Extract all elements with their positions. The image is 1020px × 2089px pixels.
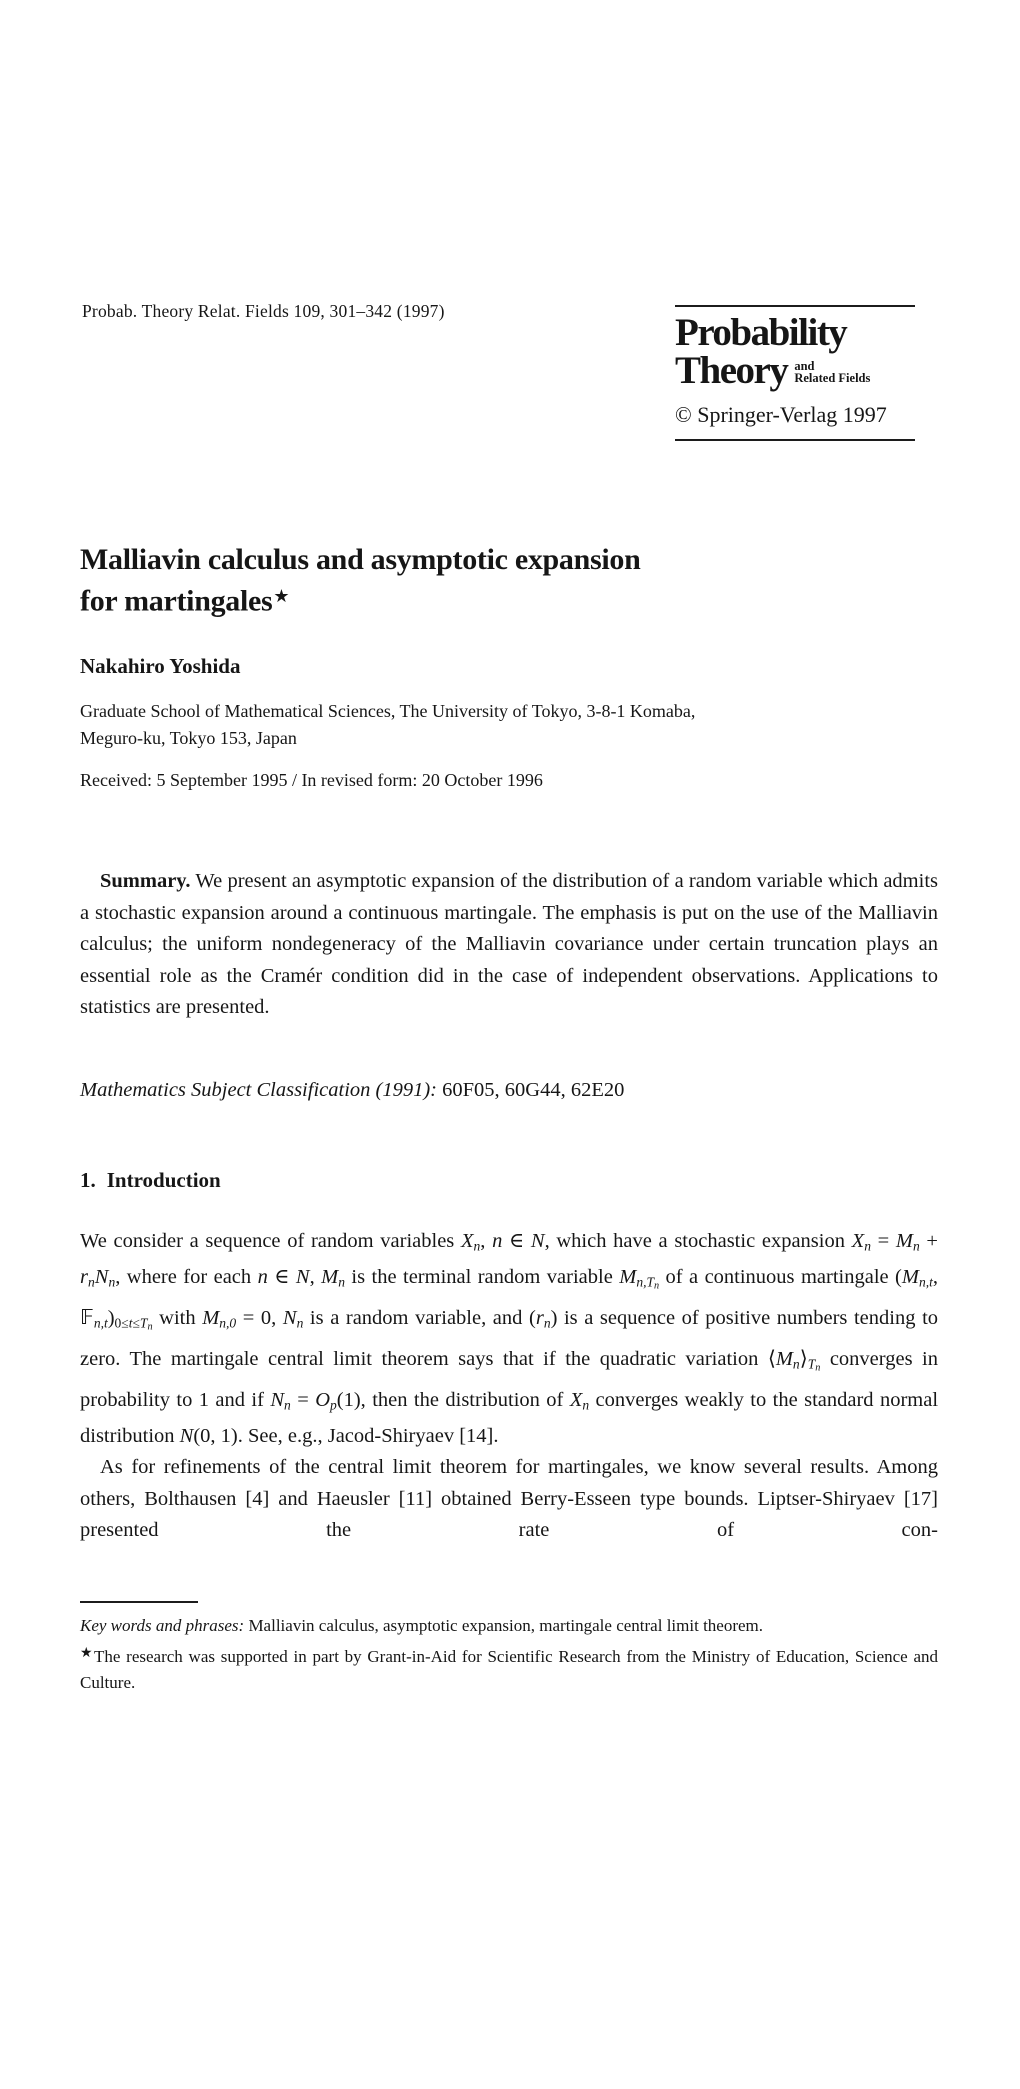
logo-theory: Theory: [675, 349, 788, 392]
logo-related-fields: Related Fields: [794, 371, 871, 385]
received-dates: Received: 5 September 1995 / In revised form: 20 October 1996: [80, 770, 543, 790]
section-title: Introduction: [106, 1168, 221, 1192]
logo-row: [675, 349, 915, 392]
logo-rule-top: [675, 305, 915, 307]
msc-line: [80, 1079, 624, 1102]
footnote-rule: [80, 1601, 198, 1603]
msc-codes: 60F05, 60G44, 62E20: [437, 1079, 625, 1101]
affiliation-line-2: Meguro-ku, Tokyo 153, Japan: [80, 728, 297, 748]
msc-label: Mathematics Subject Classification (1991):: [80, 1079, 437, 1101]
keywords-line: [80, 1613, 938, 1640]
title-footnote-star-icon: ★: [273, 586, 290, 607]
footnote-star-icon: ★: [80, 1644, 94, 1661]
logo-probability: Probability: [675, 311, 847, 354]
keywords-text: Malliavin calculus, asymptotic expansion, martingale central limit theorem.: [244, 1616, 764, 1635]
paper-title: [80, 541, 800, 620]
title-line-1: Malliavin calculus and asymptotic expansion: [80, 543, 641, 576]
logo-and: and: [794, 359, 815, 373]
abstract-text: We present an asymptotic expansion of the distribution of a random variable which admits a stochastic expansion around a continuous martingale. The emphasis is put on the use of the Malliavin calculus; the uniform nondegeneracy of the Malliavin covariance under certain truncation plays an essential role as the Cramér condition did in the case of independent observations. Applications to statistics are presented.: [80, 870, 938, 1018]
abstract: [80, 866, 938, 1024]
abstract-label: Summary.: [100, 870, 191, 892]
support-text: The research was supported in part by Grant-in-Aid for Scientific Research from the Ministry of Education, Science and Culture.: [80, 1646, 938, 1692]
journal-citation: Probab. Theory Relat. Fields 109, 301–342 (1997): [82, 301, 445, 321]
journal-logo: [675, 305, 915, 441]
footnote-block: [80, 1601, 938, 1696]
title-line-2: for martingales: [80, 584, 273, 618]
affiliation-line-1: Graduate School of Mathematical Sciences, The University of Tokyo, 3-8-1 Komaba,: [80, 701, 696, 721]
author-name: Nakahiro Yoshida: [80, 654, 241, 678]
intro-paragraph-1: We consider a sequence of random variables Xn, n ∈ N, which have a stochastic expansion Xn = Mn + rnNn, where for each n ∈ N, Mn is the terminal random variable $Mn,T_n$ of a continuous martingale (Mn,t, $𝔽n,t)0\le t\le T_n$ with Mn,0 = 0, Nn is a random variable, and (rn) is a sequence of positive numbers tending to zero. The martingale central limit theorem says that if the quadratic variation $⟨Mn⟩T_n$ converges in probability to 1 and if Nn = Op(1), then the distribution of Xn converges weakly to the standard normal distribution N(0, 1). See, e.g., Jacod-Shiryaev [14].: [80, 1230, 939, 1447]
logo-rule-bottom: [675, 439, 915, 441]
section-number: 1.: [80, 1168, 96, 1192]
author-affiliation: [80, 698, 840, 752]
publisher-copyright: © Springer-Verlag 1997: [675, 402, 887, 427]
support-footnote: [80, 1640, 938, 1697]
keywords-label: Key words and phrases:: [80, 1616, 245, 1635]
logo-subtitle: [794, 360, 870, 390]
introduction-body: [80, 1226, 938, 1547]
section-heading: [80, 1168, 221, 1193]
intro-paragraph-2: As for refinements of the central limit theorem for martingales, we know several results. Among others, Bolthausen [4] and Haeusler [11] obtained Berry-Esseen type bounds. Liptser-Shiryaev [17] presented the rate of con-: [80, 1456, 938, 1542]
